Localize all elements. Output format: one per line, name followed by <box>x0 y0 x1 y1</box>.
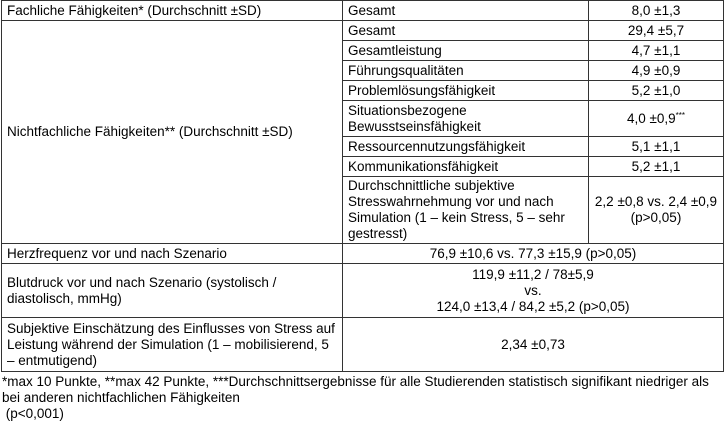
heart-rate-label: Herzfrequenz vor und nach Szenario <box>2 244 343 264</box>
technical-sub-label: Gesamt <box>343 1 589 21</box>
footnote-pvalue: (p<0,001) <box>2 406 64 421</box>
nontechnical-value-cell <box>589 101 724 137</box>
table-row <box>2 264 724 318</box>
nontechnical-skills-label: Nichtfachliche Fähigkeiten** (Durchschnitt ±SD) <box>2 21 343 244</box>
nontechnical-sub-label: Problemlösungsfähigkeit <box>343 81 589 101</box>
stress-influence-value: 2,34 ±0,73 <box>343 318 724 372</box>
nontechnical-sub-label: Gesamt <box>343 21 589 41</box>
nontechnical-sub-label: Gesamtleistung <box>343 41 589 61</box>
stress-label: Durchschnittliche subjektive Stresswahrnehmung vor und nach Simulation (1 – kein Stress, 5 – sehr gestresst) <box>343 177 589 244</box>
technical-value: 8,0 ±1,3 <box>589 1 724 21</box>
nontechnical-sub-label: Kommunikationsfähigkeit <box>343 157 589 177</box>
stress-value: 2,2 ±0,8 vs. 2,4 ±0,9 (p>0,05) <box>589 177 724 244</box>
nontechnical-value: 4,9 ±0,9 <box>589 61 724 81</box>
nontechnical-value: 5,2 ±1,0 <box>589 81 724 101</box>
nontechnical-sub-label: Ressourcennutzungsfähigkeit <box>343 137 589 157</box>
significance-marker: *** <box>675 110 686 120</box>
table-row <box>2 318 724 372</box>
blood-pressure-before: 119,9 ±11,2 / 78±5,9 <box>472 266 594 282</box>
nontechnical-value: 4,7 ±1,1 <box>589 41 724 61</box>
table-row <box>2 1 724 21</box>
stress-influence-label: Subjektive Einschätzung des Einflusses von Stress auf Leistung während der Simulation (1 – mobilisierend, 5 – entmutigend) <box>2 318 343 372</box>
technical-skills-label: Fachliche Fähigkeiten* (Durchschnitt ±SD) <box>2 1 343 21</box>
blood-pressure-vs: vs. <box>524 282 542 298</box>
results-table <box>1 0 724 372</box>
footnote-text: *max 10 Punkte, **max 42 Punkte, ***Durchschnittsergebnisse für alle Studierenden statistisch signifikant niedriger als bei anderen nichtfachlichen Fähigkeiten <box>2 374 709 405</box>
heart-rate-value: 76,9 ±10,6 vs. 77,3 ±15,9 (p>0,05) <box>343 244 724 264</box>
blood-pressure-after: 124,0 ±13,4 / 84,2 ±5,2 (p>0,05) <box>436 298 630 314</box>
blood-pressure-label: Blutdruck vor und nach Szenario (systolisch / diastolisch, mmHg) <box>2 264 343 318</box>
blood-pressure-value <box>343 264 724 318</box>
table-row <box>2 244 724 264</box>
nontechnical-value: 29,4 ±5,7 <box>589 21 724 41</box>
footnote <box>2 374 722 422</box>
nontechnical-sub-label: Situationsbezogene Bewusstseinsfähigkeit <box>343 101 589 137</box>
nontechnical-value: 5,2 ±1,1 <box>589 157 724 177</box>
nontechnical-value: 5,1 ±1,1 <box>589 137 724 157</box>
nontechnical-value: 4,0 ±0,9 <box>626 110 676 126</box>
nontechnical-sub-label: Führungsqualitäten <box>343 61 589 81</box>
table-row <box>2 21 724 41</box>
